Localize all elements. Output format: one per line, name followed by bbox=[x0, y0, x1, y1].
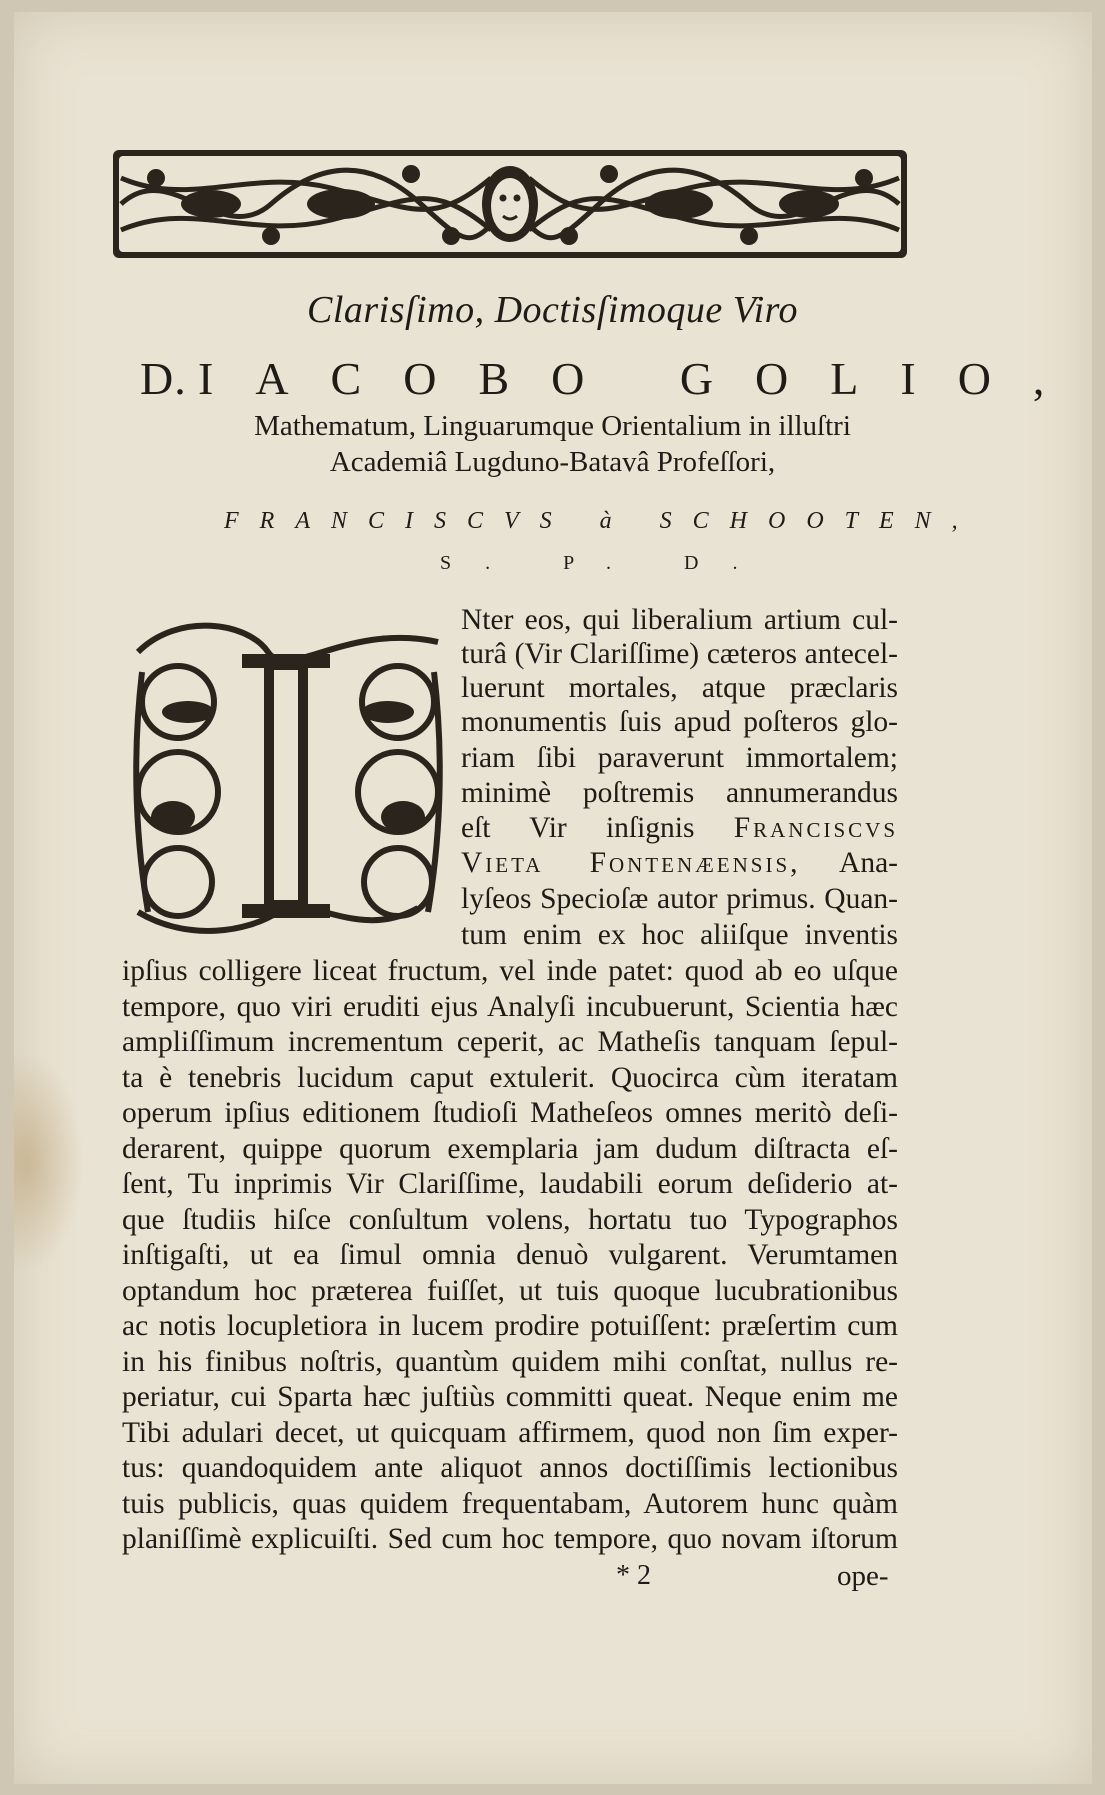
sender-name: FRANCISCVS à SCHOOTEN, bbox=[224, 508, 979, 534]
body-line: monumentis ſuis apud poſteros glo- bbox=[461, 706, 898, 738]
water-stain bbox=[14, 1052, 84, 1272]
salutation: Clarisſimo, Doctisſimoque Viro bbox=[306, 289, 799, 331]
body-line: tus: quandoquidem ante aliquot annos doctiſſimis lectionibus bbox=[122, 1452, 898, 1484]
body-line: operum ipſius editionem ſtudioſi Matheſeos omnes meritò deſi- bbox=[122, 1097, 898, 1129]
body-line-with-name bbox=[461, 811, 898, 845]
body-text: eſt Vir inſignis bbox=[461, 812, 695, 844]
decorated-initial bbox=[118, 612, 458, 948]
greeting-abbreviation: S. P. D. bbox=[440, 552, 772, 574]
body-line: ta è tenebris lucidum caput extulerit. Quocirca cùm iteratam bbox=[122, 1062, 898, 1094]
body-line: que ſtudiis hiſce conſultum volens, hortatu tuo Typographos bbox=[122, 1204, 898, 1236]
ornamental-headpiece bbox=[111, 148, 909, 260]
body-line: tum enim ex hoc aliiſque inventis bbox=[461, 919, 898, 951]
body-line: inſtigaſti, ut ea ſimul omnia denuò vulgarent. Verumtamen bbox=[122, 1239, 898, 1271]
body-line: tempore, quo viri eruditi ejus Analyſi incubuerunt, Scientia hæc bbox=[122, 991, 898, 1023]
body-line: derarent, quippe quorum exemplaria jam dudum diſtracta eſ- bbox=[122, 1133, 898, 1165]
body-line: lyſeos Specioſæ autor primus. Quan- bbox=[461, 883, 898, 915]
body-line: periatur, cui Sparta hæc juſtiùs committi queat. Neque enim me bbox=[122, 1381, 898, 1413]
body-line: riam ſibi paraverunt immortalem; bbox=[461, 742, 898, 774]
body-line: turâ (Vir Clariſſime) cæteros antecel- bbox=[461, 638, 898, 670]
catchword: ope- bbox=[837, 1560, 889, 1592]
body-line: tuis publicis, quas quidem frequentabam, Autorem hunc quàm bbox=[122, 1488, 898, 1520]
initial-letter-ornament bbox=[118, 612, 458, 948]
body-line: in his finibus noſtris, quantùm quidem mihi conſtat, nullus re- bbox=[122, 1346, 898, 1378]
author-origin: Vieta Fontenæensis bbox=[461, 847, 791, 879]
signature-mark: * 2 bbox=[616, 1560, 651, 1591]
body-line: luerunt mortales, atque præclaris bbox=[461, 672, 898, 704]
body-line: ac notis locupletiora in lucem prodire potuiſſent: præſertim cum bbox=[122, 1310, 898, 1342]
body-line: minimè poſtremis annumerandus bbox=[461, 777, 898, 809]
body-line: planiſſimè explicuiſti. Sed cum hoc tempore, quo novam iſtorum bbox=[122, 1523, 898, 1555]
name-text: IACOBO GOLIO, bbox=[198, 353, 1087, 404]
body-line: ipſius colligere liceat fructum, vel inde patet: quod ab eo uſque bbox=[122, 955, 898, 987]
body-line-with-name bbox=[461, 846, 898, 880]
body-line: Nter eos, qui liberalium artium cul- bbox=[461, 604, 898, 636]
body-text: , Ana- bbox=[790, 847, 899, 879]
author-name: Franciscvs bbox=[733, 812, 898, 844]
dedicatee-title-line-2: Academiâ Lugduno-Batavâ Profeſſori, bbox=[329, 446, 776, 478]
body-line: Tibi adulari decet, ut quicquam affirmem, quod non ſim exper- bbox=[122, 1417, 898, 1449]
body-line: ampliſſimum incrementum ceperit, ac Matheſis tanquam ſepul- bbox=[122, 1026, 898, 1058]
dedicatee-title-line-1: Mathematum, Linguarumque Orientalium in illuſtri bbox=[254, 410, 851, 442]
body-line: ſent, Tu inprimis Vir Clariſſime, laudabili eorum deſiderio at- bbox=[122, 1168, 898, 1200]
body-line: optandum hoc præterea fuiſſet, ut tuis quoque lucubrationibus bbox=[122, 1275, 898, 1307]
name-prefix: D. bbox=[140, 353, 187, 404]
